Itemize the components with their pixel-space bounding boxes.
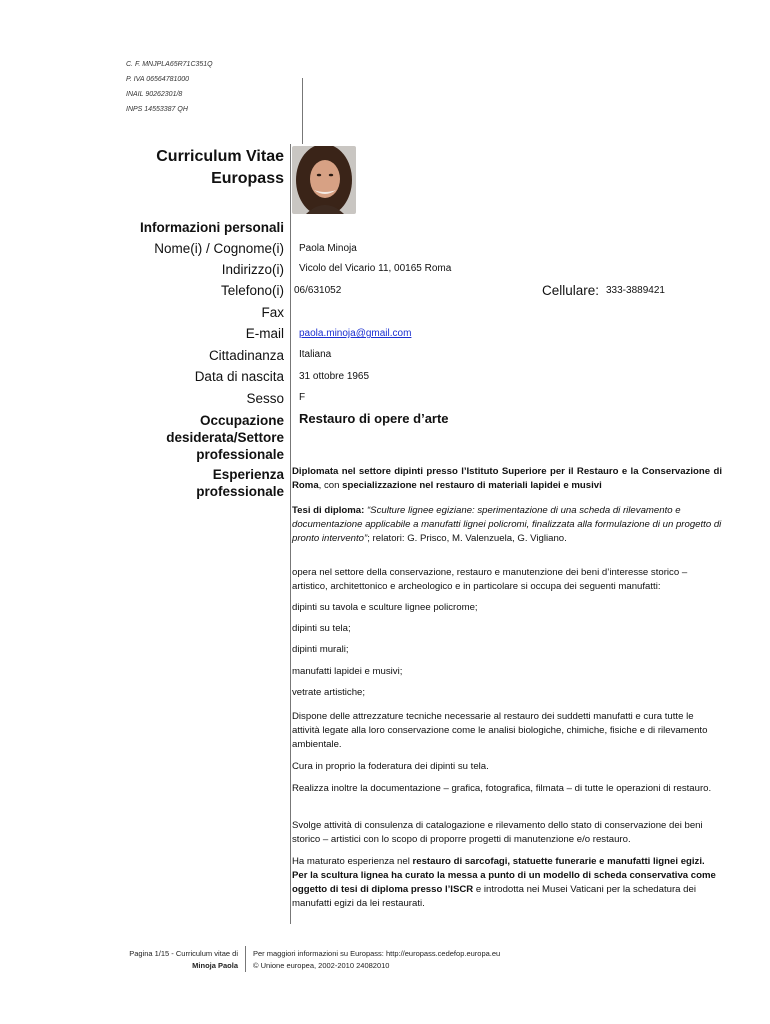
phone-value: 06/631052 [294,285,342,296]
occupation-label: Occupazione desiderata/Settore professionale [166,413,284,462]
thesis-paragraph: Tesi di diploma: “Sculture lignee egiziane: sperimentazione di una scheda di rilevamento e documentazione applicabile a manufatti lignei policromi, finalizzata alla formulazione di un progetto di pronto intervento”; relatori: G. Prisco, M. Valenzuela, G. Vigliano. [292,505,722,544]
inps-number: INPS 14553387 QH [126,106,188,113]
experience-egypt-paragraph: Ha maturato esperienza nel restauro di sarcofagi, statuette funerarie e manufatti lignei egizi. Per la scultura lignea ha curato la messa a punto di un modello di scheda conservativa come oggetto di tesi di diploma presso l’ISCR e introdotta nei Musei Vaticani per la schedatura dei manufatti egizi da lei restaurati. [292,856,716,909]
documentation-paragraph: Realizza inoltre la documentazione – grafica, fotografica, filmata – di tutte le operazioni di restauro. [292,783,712,794]
phone-label: Telefono(i) [220,283,284,298]
works-intro: opera nel settore della conservazione, restauro e manutenzione dei beni d’interesse storico – artistico, architettonico e archeologico e in particolare si occupa dei seguenti manufatti: [292,567,688,592]
name-value: Paola Minoja [299,243,357,254]
birth-date-label: Data di nascita [194,369,284,384]
email-label: E-mail [245,326,284,341]
fax-label: Fax [261,305,284,320]
birth-date-value: 31 ottobre 1965 [299,371,370,382]
vat-number: P. IVA 06564781000 [126,76,190,83]
inail-number: INAIL 90262301/8 [126,91,183,98]
works-list-item: vetrate artistiche; [292,687,366,698]
footer-divider [245,946,246,972]
name-label: Nome(i) / Cognome(i) [154,241,284,256]
occupation-value: Restauro di opere d’arte [299,411,449,426]
personal-info-heading: Informazioni personali [139,220,284,235]
experience-intro: Diplomata nel settore dipinti presso l’Istituto Superiore per il Restauro e la Conservazione di Roma, con specializzazione nel restauro di materiali lapidei e musivi [292,466,722,491]
sex-value: F [299,392,306,403]
footer-page-info: Pagina 1/15 - Curriculum vitae di Minoja Paola [129,949,238,970]
address-value: Vicolo del Vicario 11, 00165 Roma [299,263,452,274]
consulting-paragraph: Svolge attività di consulenza di catalogazione e rilevamento dello stato di conservazione dei beni storico – artistici con lo scopo di proporre progetti di manutenzione e/o restauro. [292,820,703,845]
citizenship-label: Cittadinanza [208,348,284,363]
mobile-label: Cellulare: [542,283,600,298]
experience-label: Esperienza professionale [196,467,284,499]
fiscal-code: C. F. MNJPLA65R71C351Q [126,61,213,68]
works-list-item: dipinti su tela; [292,623,351,634]
sex-label: Sesso [246,391,284,406]
works-list-item: dipinti murali; [292,644,349,655]
works-list-item: manufatti lapidei e musivi; [292,666,403,677]
profile-photo [292,146,356,214]
header-divider [302,78,303,144]
works-list-item: dipinti su tavola e sculture lignee policrome; [292,602,478,613]
email-link[interactable]: paola.minoja@gmail.com [299,328,412,339]
cv-title: Curriculum Vitae Europass [156,148,284,187]
address-label: Indirizzo(i) [221,262,284,277]
equipment-paragraph: Dispone delle attrezzature tecniche necessarie al restauro dei suddetti manufatti e cura tutte le attività legate alla loro conservazione come le analisi biologiche, chimiche, fisiche e di rilevamento ambientale. [292,711,708,750]
tax-ids [126,57,213,117]
column-divider [290,144,291,924]
footer-europass-info: Per maggiori informazioni su Europass: http://europass.cedefop.europa.eu © Unione europea, 2002-2010 24082010 [253,949,501,970]
mobile-value: 333-3889421 [606,285,665,296]
lining-paragraph: Cura in proprio la foderatura dei dipinti su tela. [292,761,489,772]
citizenship-value: Italiana [299,349,332,360]
